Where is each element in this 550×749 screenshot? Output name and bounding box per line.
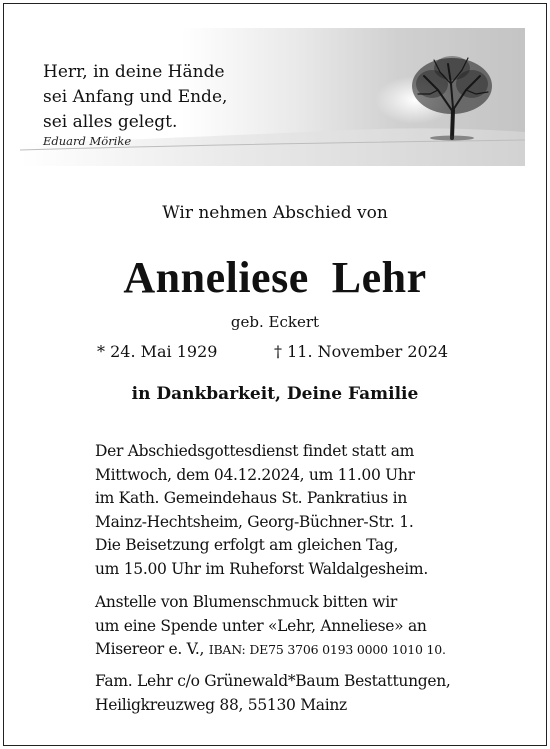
service-paragraph [95, 440, 428, 581]
contact-paragraph [95, 670, 451, 717]
quote-author: Eduard Mörike [43, 134, 132, 148]
contact-line: Heiligkreuzweg 88, 55130 Mainz [95, 695, 347, 714]
service-line: im Kath. Gemeindehaus St. Pankratius in [95, 489, 408, 507]
quote-line: sei Anfang und Ende, [43, 87, 228, 107]
donation-line: Anstelle von Blumenschmuck bitten wir [95, 593, 397, 611]
donation-paragraph [95, 591, 446, 662]
deceased-name: Anneliese Lehr [123, 253, 427, 302]
donation-line: um eine Spende unter «Lehr, Anneliese» an [95, 616, 427, 635]
service-line: Mittwoch, dem 04.12.2024, um 11.00 Uhr [95, 465, 415, 484]
donation-recipient: Misereor e. V., [95, 640, 209, 658]
birth-date: * 24. Mai 1929 [97, 342, 218, 361]
contact-line: Fam. Lehr c/o Grünewald*Baum Bestattungen, [95, 672, 451, 690]
death-date: † 11. November 2024 [274, 342, 449, 361]
quote-line: Herr, in deine Hände [43, 62, 225, 82]
intro-text: Wir nehmen Abschied von [162, 203, 388, 223]
maiden-name: geb. Eckert [230, 313, 320, 331]
service-line: um 15.00 Uhr im Ruheforst Waldalgesheim. [95, 559, 428, 578]
donation-line [95, 638, 446, 662]
service-line: Der Abschiedsgottesdienst findet statt am [95, 442, 415, 460]
quote-line: sei alles gelegt. [43, 112, 178, 132]
service-line: Mainz-Hechtsheim, Georg-Büchner-Str. 1. [95, 512, 414, 531]
family-signature: in Dankbarkeit, Deine Familie [131, 384, 419, 404]
service-line: Die Beisetzung erfolgt am gleichen Tag, [95, 536, 399, 554]
iban: IBAN: DE75 3706 0193 0000 1010 10. [208, 642, 446, 657]
quote-block [43, 60, 263, 135]
